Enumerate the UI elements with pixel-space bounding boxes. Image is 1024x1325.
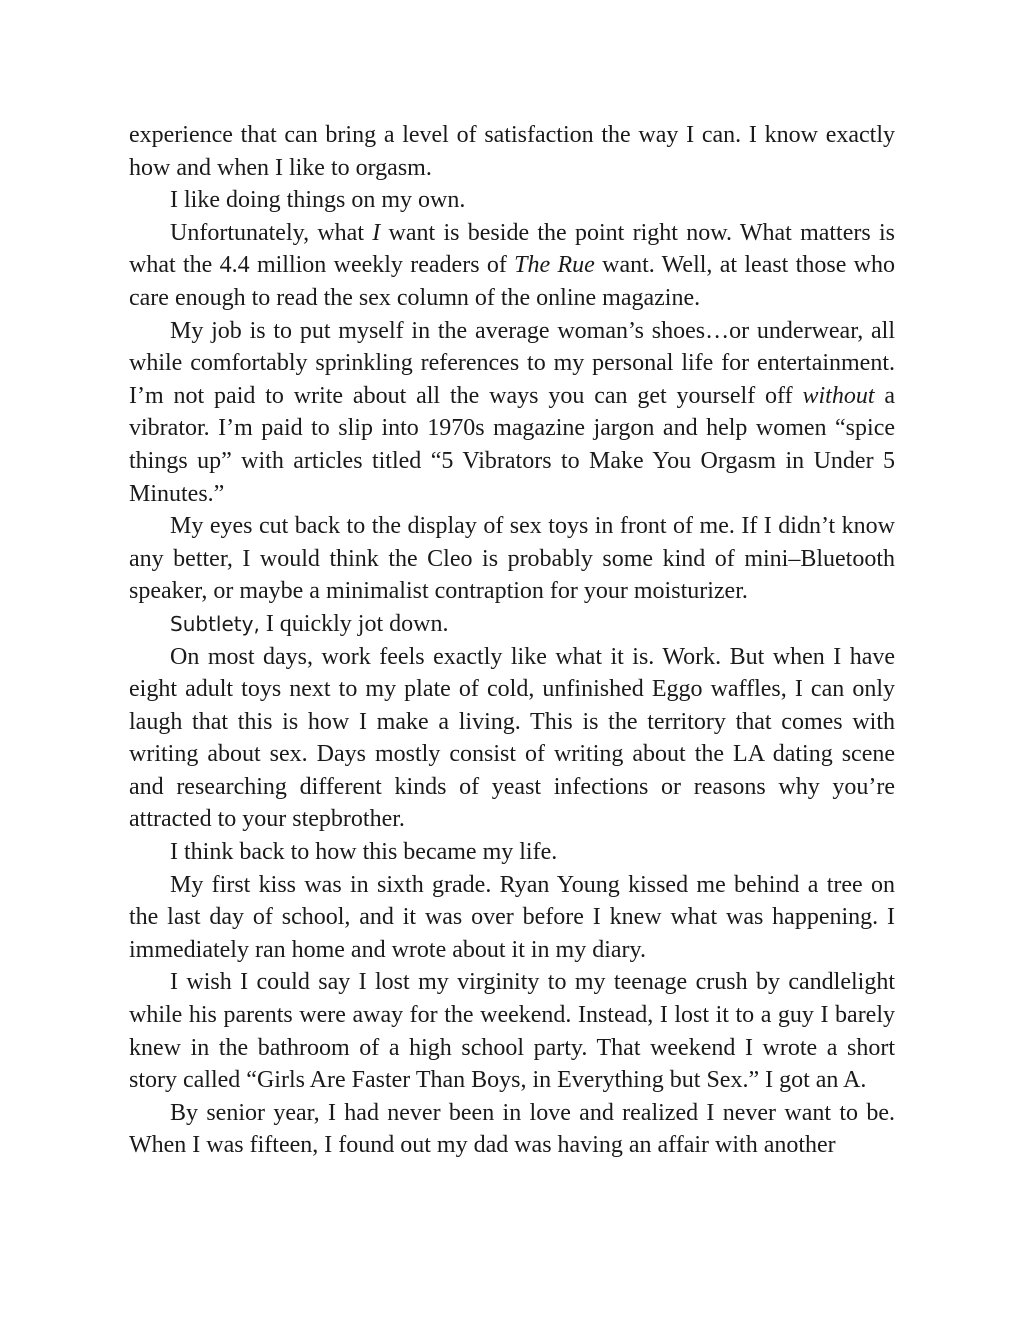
handwritten-note: Subtlety, — [170, 611, 260, 636]
paragraph-9: My first kiss was in sixth grade. Ryan Young kissed me behind a tree on the last day of school, and it was over before I knew what was happening. I immediately ran home and wrote about it in my diary. — [129, 871, 895, 963]
paragraph-1: experience that can bring a level of satisfaction the way I can. I know exactly how and when I like to orgasm. — [129, 122, 895, 181]
emphasis-i: I — [372, 219, 381, 246]
paragraph-2: I like doing things on my own. — [170, 187, 466, 214]
paragraph-10: I wish I could say I lost my virginity to my teenage crush by candlelight while his parents were away for the weekend. Instead, I lost it to a guy I barely knew in the bathroom of a high school party. That weekend I wrote a short story called “Girls Are Faster Than Boys, in Everything but Sex.” I got an A. — [129, 969, 895, 1094]
paragraph-7: On most days, work feels exactly like what it is. Work. But when I have eight adult toys next to my plate of cold, unfinished Eggo waffles, I can only laugh that this is how I make a living. This is the territory that comes with writing about sex. Days mostly consist of writing about the LA dating scene and researching different kinds of yeast infections or reasons why you’re attracted to your stepbrother. — [129, 643, 895, 833]
paragraph-8: I think back to how this became my life. — [170, 839, 558, 866]
paragraph-3: Unfortunately, what I want is beside the point right now. What matters is what the 4.4 million weekly readers of The Rue want. Well, at least those who care enough to read the sex column of the online magazine. — [129, 219, 895, 311]
paragraph-6: Subtlety, I quickly jot down. — [170, 610, 449, 637]
book-page — [129, 119, 895, 1162]
emphasis-without: without — [802, 382, 875, 409]
paragraph-5: My eyes cut back to the display of sex toys in front of me. If I didn’t know any better, I would think the Cleo is probably some kind of mini–Bluetooth speaker, or maybe a minimalist contraption for your moisturizer. — [129, 513, 895, 605]
paragraph-11: By senior year, I had never been in love and realized I never want to be. When I was fifteen, I found out my dad was having an affair with another — [129, 1099, 895, 1159]
magazine-title: The Rue — [514, 252, 595, 279]
paragraph-4: My job is to put myself in the average woman’s shoes…or underwear, all while comfortably sprinkling references to my personal life for entertainment. I’m not paid to write about all the ways you can get yourself off without a vibrator. I’m paid to slip into 1970s magazine jargon and help women “spice things up” with articles titled “5 Vibrators to Make You Orgasm in Under 5 Minutes.” — [129, 317, 895, 507]
